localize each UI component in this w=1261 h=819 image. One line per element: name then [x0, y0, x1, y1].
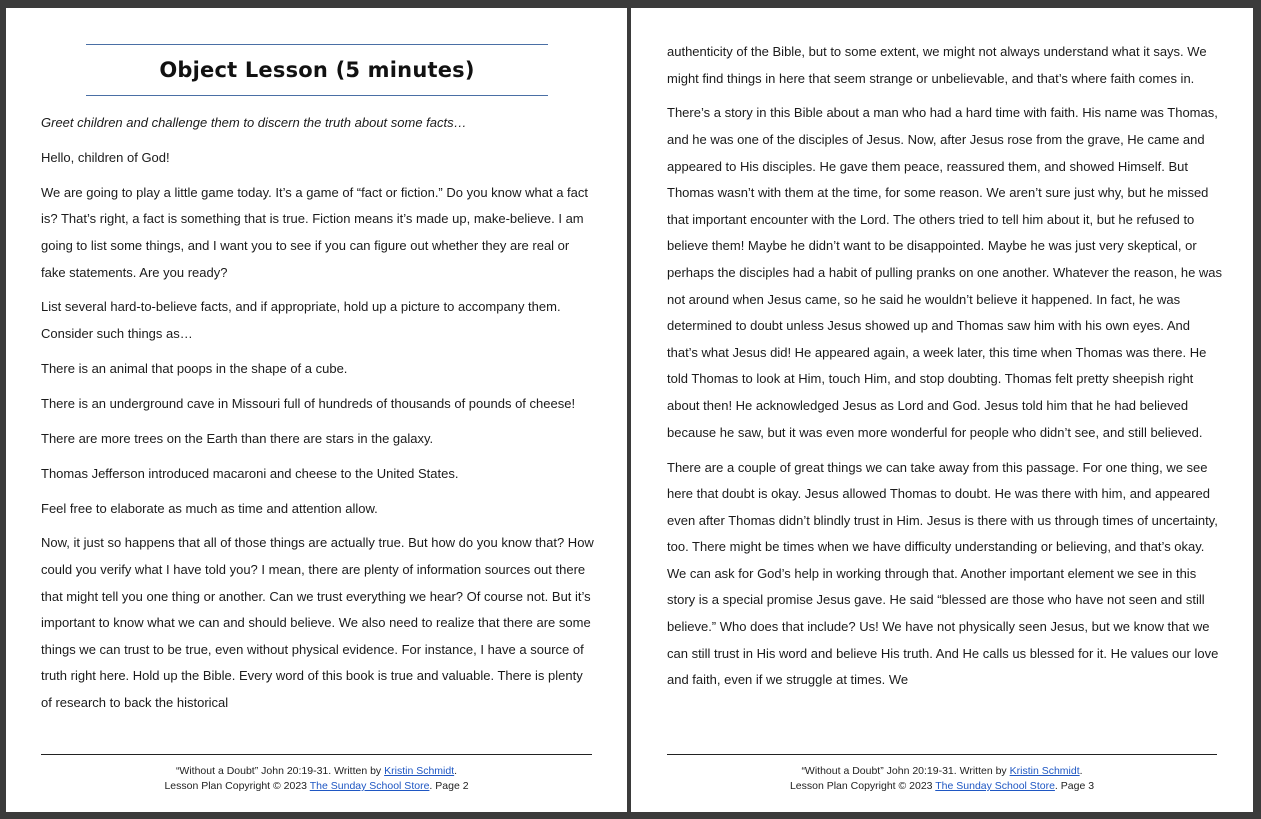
store-link[interactable]: The Sunday School Store — [935, 780, 1055, 792]
footer-text: Lesson Plan Copyright © 2023 — [789, 780, 936, 792]
footer-line-2 — [667, 779, 1217, 794]
paragraph: authenticity of the Bible, but to some extent, we might not always understand what it says. We might find things in here that seem strange or unbelievable, and that’s where faith comes in. — [667, 44, 1207, 86]
footer-text: Lesson Plan Copyright © 2023 — [164, 780, 310, 792]
paragraph: There is an animal that poops in the shape of a cube. — [41, 360, 348, 376]
paragraph: Hello, children of God! — [41, 149, 170, 165]
paragraph: Now, it just so happens that all of those things are actually true. But how do you know that? How could you verify what I have told you? I mean, there are plenty of information sources out there that might tell you one thing or another. Can we trust everything we hear? Of course not. But it’s important to know what we can and should believe. We also need to realize that there are some things we can trust to be true, even without physical evidence. For instance, I have a source of truth right here. Hold up the Bible. Every word of this book is true and valuable. There is plenty of research to back the historical — [41, 535, 594, 710]
left-body-text — [41, 110, 596, 725]
footer-text: “Without a Doubt” John 20:19-31. Written by — [801, 765, 1010, 777]
paragraph: Greet children and challenge them to discern the truth about some facts… — [41, 115, 467, 130]
page-3 — [631, 8, 1253, 812]
paragraph: There is an underground cave in Missouri full of hundreds of thousands of pounds of cheese! — [41, 395, 576, 411]
footer-page-number: . Page 2 — [429, 780, 469, 792]
page-footer — [41, 754, 592, 794]
author-link[interactable]: Kristin Schmidt — [1009, 765, 1080, 777]
store-link[interactable]: The Sunday School Store — [309, 780, 430, 792]
paragraph: There’s a story in this Bible about a man who had a hard time with faith. His name was Thomas, and he was one of the disciples of Jesus. Now, after Jesus rose from the grave, He came and appeared to His disciples. He gave them peace, reassured them, and showed Himself. But Thomas wasn’t with them at the time, for some reason. We aren’t sure just why, but he missed that important encounter with the Lord. The others tried to tell him about it, but he refused to believe them! Maybe he didn’t want to be disappointed. Maybe he was just very skeptical, or perhaps the disciples had a habit of pulling pranks on one another. Whatever the reason, he was not around when Jesus came, so he said he wouldn’t believe it happened. In fact, he was determined to doubt unless Jesus showed up and Thomas saw him with his own eyes. And that’s what Jesus did! He appeared again, a week later, this time when Thomas was there. He told Thomas to look at Him, touch Him, and stop doubting. Thomas felt pretty sheepish right about then! He acknowledged Jesus as Lord and God. Jesus told him that he had believed because he saw, but it was even more wonderful for people who didn’t see, and still believed. — [667, 105, 1223, 440]
page-footer — [667, 754, 1217, 794]
footer-line-1 — [667, 764, 1217, 779]
footer-text: . — [454, 765, 458, 777]
footer-page-number: . Page 3 — [1054, 780, 1095, 792]
footer-line-2 — [41, 779, 592, 794]
title-block — [86, 44, 548, 96]
paragraph: List several hard-to-believe facts, and if appropriate, hold up a picture to accompany them. Consider such things as… — [41, 299, 561, 342]
footer-text: “Without a Doubt” John 20:19-31. Written by — [175, 765, 385, 777]
paragraph: We are going to play a little game today. It’s a game of “fact or fiction.” Do you know what a fact is? That’s right, a fact is something that is true. Fiction means it’s made up, make-believe. I am going to list some things, and I want you to see if you can figure out whether they are real or fake statements. Are you ready? — [41, 184, 588, 280]
author-link[interactable]: Kristin Schmidt — [384, 765, 455, 777]
page-2 — [6, 8, 627, 812]
paragraph: Feel free to elaborate as much as time and attention allow. — [41, 500, 378, 516]
paragraph: There are a couple of great things we can take away from this passage. For one thing, we see here that doubt is okay. Jesus allowed Thomas to doubt. He was there with him, and appeared even after Thomas didn’t blindly trust in Him. Jesus is there with us through times of uncertainty, too. There might be times when we have difficulty understanding or believing, and that’s okay. We can ask for God’s help in working through that. Another important element we see in this story is a special promise Jesus gave. He said “blessed are those who have not seen and still believe.” Who does that include? Us! We have not physically seen Jesus, but we know that we can still trust in His word and believe His truth. And He calls us blessed for it. He values our love and faith, even if we struggle at times. We — [667, 459, 1219, 688]
right-body-text — [667, 39, 1223, 702]
footer-text: . — [1079, 765, 1083, 777]
paragraph: Thomas Jefferson introduced macaroni and cheese to the United States. — [41, 465, 459, 481]
page-title: Object Lesson (5 minutes) — [159, 58, 475, 82]
paragraph: There are more trees on the Earth than there are stars in the galaxy. — [41, 430, 434, 446]
footer-line-1 — [41, 764, 592, 779]
